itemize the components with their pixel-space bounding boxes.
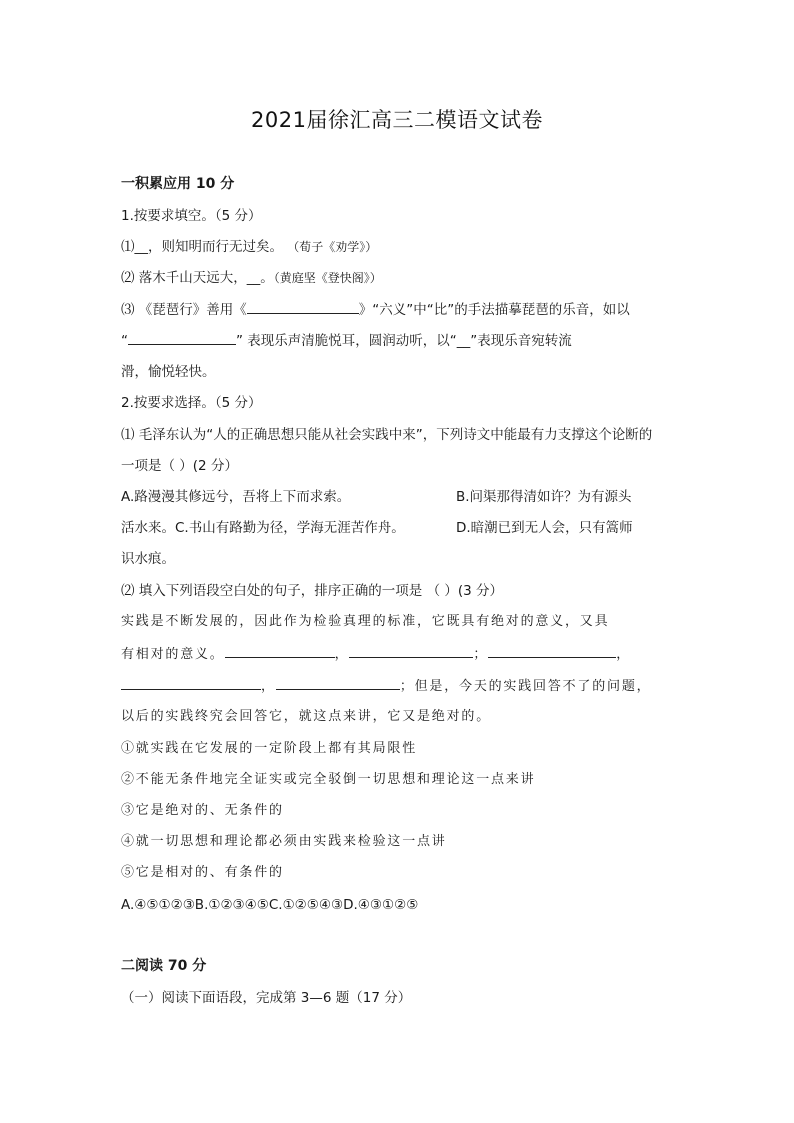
option-d: D.暗潮已到无人会，只有篙师 [456, 520, 633, 536]
question-1-1-source: （荀子《劝学》） [287, 240, 378, 254]
question-1-2-source: （黄庭坚《登快阁》） [273, 271, 382, 285]
question-1-3-text-c: “ [121, 333, 128, 349]
question-2-1-line-1: ⑴ 毛泽东认为“人的正确思想只能从社会实践中来”，下列诗文中能最有力支撑这个论断的 [121, 427, 653, 443]
option-b: B.问渠那得清如许？为有源头 [456, 489, 632, 505]
question-2-1-line-2: 一项是（ ）(2 分） [121, 458, 238, 474]
answer-options: A.④⑤①②③B.①②③④⑤C.①②⑤④③D.④③①②⑤ [121, 897, 419, 913]
separator: ， [334, 647, 350, 662]
question-2-1-options-line-2 [121, 519, 681, 537]
choice-item-4: ④就一切思想和理论都必须由实践来检验这一点讲 [121, 834, 447, 849]
passage-line-3-text: ；但是，今天的实践回答不了的问题， [399, 679, 652, 694]
answer-blank[interactable] [247, 301, 359, 314]
question-2-1-options-line-1 [121, 488, 681, 506]
question-1-3-line-2 [121, 332, 681, 350]
choice-item-2: ②不能无条件地完全证实或完全驳倒一切思想和理论这一点来讲 [121, 772, 536, 787]
passage-line-2-text: 有相对的意义。 [121, 647, 225, 662]
page-title: 2021届徐汇高三二模语文试卷 [251, 108, 543, 132]
passage-line-1: 实践是不断发展的，因此作为检验真理的标准，它既具有绝对的意义，又具 [121, 614, 610, 629]
option-a: A.路漫漫其修远兮，吾将上下而求索。 [121, 489, 351, 505]
question-1-3-line-3: 滑，愉悦轻快。 [121, 364, 216, 380]
question-1-2-text: ⑵ 落木千山天远大，__。 [121, 270, 274, 286]
question-1-3-text-d: ” 表现乐声清脆悦耳，圆润动听，以“__”表现乐音宛转流 [236, 333, 572, 349]
passage-line-2 [121, 645, 681, 664]
answer-blank[interactable] [121, 677, 261, 690]
separator: ， [261, 679, 276, 694]
question-1-3-line-1 [121, 301, 681, 319]
question-1-intro: 1.按要求填空。（5 分） [121, 208, 262, 224]
separator: ， [616, 647, 632, 662]
choice-item-1: ①就实践在它发展的一定阶段上都有其局限性 [121, 741, 418, 756]
option-b-continued: 活水来。C.书山有路勤为径，学海无涯苦作舟。 [121, 520, 405, 536]
question-1-3-text-a: ⑶ 《琵琶行》善用《 [121, 302, 247, 318]
question-2-intro: 2.按要求选择。（5 分） [121, 395, 262, 411]
choice-item-5: ⑤它是相对的、有条件的 [121, 865, 284, 880]
separator: ； [473, 647, 489, 662]
answer-blank[interactable] [349, 645, 473, 658]
answer-blank[interactable] [276, 677, 400, 690]
question-2-2-prompt: ⑵ 填入下列语段空白处的句子，排序正确的一项是 （ ）(3 分） [121, 583, 504, 599]
answer-blank[interactable] [225, 645, 335, 658]
answer-blank[interactable] [488, 645, 616, 658]
question-1-1-text: ⑴__，则知明而行无过矣。 [121, 239, 283, 255]
section-2-heading: 二阅读 70 分 [121, 958, 207, 974]
section-1-heading: 一积累应用 10 分 [121, 176, 235, 192]
passage-line-3 [121, 677, 681, 696]
answer-blank[interactable] [128, 332, 236, 345]
passage-line-4: 以后的实践终究会回答它，就这点来讲，它又是绝对的。 [121, 709, 492, 724]
question-2-1-options-line-3: 识水痕。 [121, 551, 175, 567]
question-1-3-text-b: 》“六义”中“比”的手法描摹琵琶的乐音，如以 [358, 302, 630, 318]
section-2-subheading: （一）阅读下面语段，完成第 3—6 题（17 分） [121, 990, 412, 1006]
question-1-1 [121, 238, 681, 256]
choice-item-3: ③它是绝对的、无条件的 [121, 803, 284, 818]
question-1-2 [121, 269, 681, 287]
